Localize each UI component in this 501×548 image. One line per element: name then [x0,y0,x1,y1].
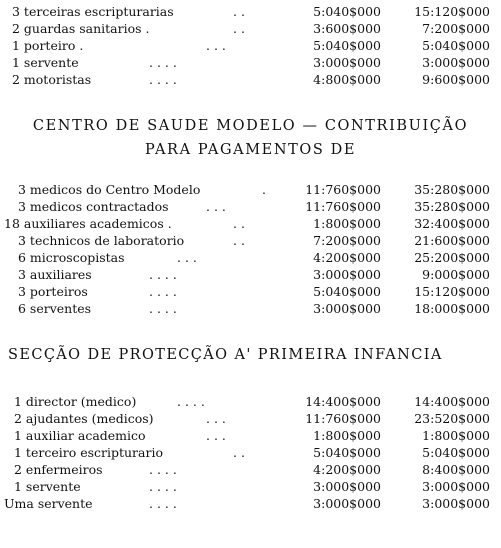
row-unit-value: 3:000$000 [313,479,381,494]
row-unit-value: 4:200$000 [313,462,381,477]
row-unit-value: 3:600$000 [313,21,381,36]
row-leader-dots: . . . . [149,284,177,299]
row-description: 3 terceiras escripturarias [12,4,174,19]
row-unit-value: 5:040$000 [313,445,381,460]
row-total-value: 3:000$000 [422,496,490,511]
row-description: 3 technicos de laboratorio [18,233,185,248]
table-row [0,20,501,37]
row-total-value: 9:000$000 [422,267,490,282]
row-total-value: 3:000$000 [422,55,490,70]
row-total-value: 1:800$000 [422,428,490,443]
row-leader-dots: . . . . [149,301,177,316]
row-total-value: 35:280$000 [414,182,490,197]
table-row [0,495,501,512]
row-total-value: 15:120$000 [414,4,490,19]
row-total-value: 25:200$000 [414,250,490,265]
row-description: 18 auxiliares academicos . [4,216,172,231]
row-total-value: 18:000$000 [414,301,490,316]
row-description: 3 porteiros [18,284,88,299]
row-leader-dots: . . . [206,411,226,426]
row-total-value: 7:200$000 [422,21,490,36]
row-description: 6 serventes [18,301,92,316]
row-description: 2 guardas sanitarios . [12,21,150,36]
row-leader-dots: . . [233,21,245,36]
table-row [0,283,501,300]
row-description: Uma servente [4,496,93,511]
row-unit-value: 11:760$000 [305,199,381,214]
row-leader-dots: . . . [206,199,226,214]
row-unit-value: 3:000$000 [313,267,381,282]
row-unit-value: 3:000$000 [313,496,381,511]
row-unit-value: 5:040$000 [313,4,381,19]
row-unit-value: 5:040$000 [313,38,381,53]
row-leader-dots: . . [233,216,245,231]
row-unit-value: 1:800$000 [313,216,381,231]
row-total-value: 9:600$000 [422,72,490,87]
row-leader-dots: . . [233,4,245,19]
table-row [0,444,501,461]
row-description: 1 servente [12,55,79,70]
table-row [0,410,501,427]
row-description: 3 auxiliares [18,267,92,282]
row-unit-value: 4:800$000 [313,72,381,87]
table-row [0,393,501,410]
row-description: 2 enfermeiros [14,462,103,477]
row-unit-value: 3:000$000 [313,55,381,70]
row-unit-value: 1:800$000 [313,428,381,443]
row-leader-dots: . . [233,445,245,460]
table-row [0,198,501,215]
row-total-value: 3:000$000 [422,479,490,494]
row-leader-dots: . [262,182,266,197]
row-leader-dots: . . . [206,428,226,443]
row-unit-value: 4:200$000 [313,250,381,265]
row-description: 1 terceiro escripturario [14,445,163,460]
row-total-value: 23:520$000 [414,411,490,426]
table-row [0,461,501,478]
section-heading: SECÇÃO DE PROTECÇÃO A' PRIMEIRA INFANCIA [8,347,443,363]
row-unit-value: 7:200$000 [313,233,381,248]
row-description: 1 auxiliar academico [14,428,146,443]
table-row [0,232,501,249]
table-row [0,215,501,232]
row-unit-value: 11:760$000 [305,182,381,197]
row-description: 1 director (medico) [14,394,137,409]
row-description: 3 medicos do Centro Modelo [18,182,201,197]
row-description: 2 motoristas [12,72,92,87]
row-leader-dots: . . [233,233,245,248]
section-heading-continued: PARA PAGAMENTOS DE [144,142,357,158]
row-unit-value: 5:040$000 [313,284,381,299]
row-unit-value: 14:400$000 [305,394,381,409]
table-row [0,181,501,198]
row-description: 6 microscopistas [18,250,125,265]
table-row [0,249,501,266]
table-row [0,3,501,20]
table-row [0,266,501,283]
section-heading: CENTRO DE SAUDE MODELO — CONTRIBUIÇÃO [32,118,469,134]
row-total-value: 15:120$000 [414,284,490,299]
row-leader-dots: . . . . [149,55,177,70]
table-row [0,54,501,71]
row-total-value: 8:400$000 [422,462,490,477]
table-row [0,478,501,495]
row-total-value: 5:040$000 [422,38,490,53]
row-leader-dots: . . . . [149,462,177,477]
row-leader-dots: . . . [206,38,226,53]
row-description: 2 ajudantes (medicos) [14,411,154,426]
table-row [0,427,501,444]
row-total-value: 21:600$000 [414,233,490,248]
row-total-value: 5:040$000 [422,445,490,460]
row-unit-value: 3:000$000 [313,301,381,316]
row-total-value: 35:280$000 [414,199,490,214]
row-description: 1 porteiro . [12,38,84,53]
row-leader-dots: . . . . [149,496,177,511]
row-leader-dots: . . . . [149,267,177,282]
row-total-value: 14:400$000 [414,394,490,409]
row-leader-dots: . . . . [149,479,177,494]
table-row [0,37,501,54]
row-description: 1 servente [14,479,81,494]
table-row [0,71,501,88]
row-total-value: 32:400$000 [414,216,490,231]
row-leader-dots: . . . . [177,394,205,409]
row-description: 3 medicos contractados [18,199,169,214]
row-leader-dots: . . . . [149,72,177,87]
table-row [0,300,501,317]
row-leader-dots: . . . [177,250,197,265]
row-unit-value: 11:760$000 [305,411,381,426]
